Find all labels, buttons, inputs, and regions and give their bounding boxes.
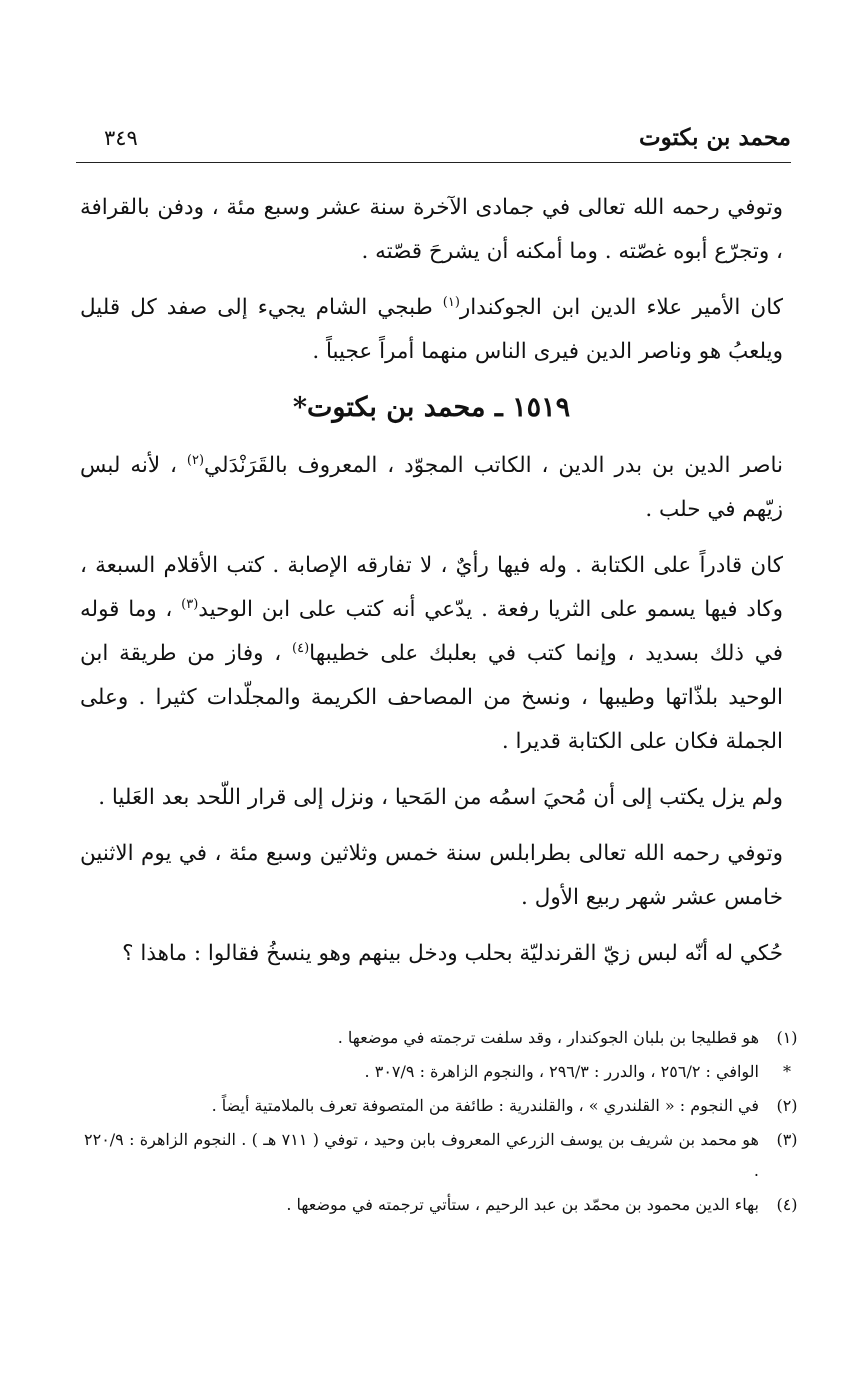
footnote-item xyxy=(84,1056,815,1087)
paragraph-text: ناصر الدين بن بدر الدين ، الكاتب المجوّد ، المعروف بالقَرَنْدَلي xyxy=(204,453,783,478)
paragraph-until-death: ولم يزل يكتب إلى أن مُحيَ اسمُه من المَحيا ، ونزل إلى قرار اللّحد بعد العَليا . xyxy=(98,785,783,810)
entry-heading: ١٥١٩ ـ محمد بن بكتوت* xyxy=(292,392,571,423)
footnote-item xyxy=(84,1124,815,1186)
footnote-item xyxy=(84,1022,815,1053)
paragraph-text: طبجي الشام يجيء إلى صفد كل قليل ويلعبُ هو وناصر الدين فيرى الناس منهما أمراً عجيباً . xyxy=(80,295,783,364)
footnote-text: في النجوم : « القلندري » ، والقلندرية : طائفة من المتصوفة تعرف بالملامتية أيضاً . xyxy=(211,1096,759,1115)
footnote-ref-3: (٣) xyxy=(181,596,199,612)
paragraph-alaa-al-din xyxy=(80,286,783,374)
footnote-mark: * xyxy=(783,1062,791,1081)
footnote-item xyxy=(84,1090,815,1121)
footnote-ref-4: (٤) xyxy=(292,640,310,656)
footnote-mark: (٢) xyxy=(776,1096,798,1115)
footnote-text: بهاء الدين محمود بن محمّد بن عبد الرحيم ، ستأتي ترجمته في موضعها . xyxy=(286,1195,759,1214)
paragraph-text: كان قادراً على الكتابة . وله فيها رأيٌ ، لا تفارقه الإصابة . كتب الأقلام السبعة ، وكاد فيها يسمو على الثريا رفعة . يدّعي أنه كتب على ابن الوحيد xyxy=(80,553,783,622)
paragraph-text: ، لأنه لبس زيّهم في حلب . xyxy=(80,453,783,522)
footnotes xyxy=(84,1022,815,1223)
paragraph-text: ، وفاز من طريقة ابن الوحيد بلذّاتها وطيبها ، ونسخ من المصاحف الكريمة والمجلّدات كثيرا . وعلى الجملة فكان على الكتابة قديرا . xyxy=(80,641,783,754)
footnote-text: الوافي : ٢٥٦/٢ ، والدرر : ٢٩٦/٣ ، والنجوم الزاهرة : ٣٠٧/٩ . xyxy=(364,1062,759,1081)
paragraph-death-previous: وتوفي رحمه الله تعالى في جمادى الآخرة سنة عشر وسبع مئة ، ودفن بالقرافة ، وتجرّع أبوه غصّته . وما أمكنه أن يشرحَ قصّته . xyxy=(80,195,783,264)
paragraph-calligraphy xyxy=(80,544,783,764)
paragraph-intro xyxy=(80,444,783,532)
footnote-mark: (٣) xyxy=(776,1130,798,1149)
footnote-item xyxy=(84,1189,815,1220)
footnote-ref-1: (١) xyxy=(442,294,460,310)
running-header xyxy=(76,122,791,163)
paragraph-death-date: وتوفي رحمه الله تعالى بطرابلس سنة خمس وثلاثين وسبع مئة ، في يوم الاثنين خامس عشر شهر ربيع الأول . xyxy=(80,841,783,910)
footnote-ref-2: (٢) xyxy=(186,452,205,468)
paragraph-anecdote: حُكي له أنّه لبس زيّ القرندليّة بحلب ودخل بينهم وهو ينسخُ فقالوا : ماهذا ؟ xyxy=(122,941,783,966)
paragraph-text: ، وما قوله في ذلك بسديد ، وإنما كتب في بعلبك على خطيبها xyxy=(80,597,783,666)
page-number: ٣٤٩ xyxy=(104,126,138,150)
running-title: محمد بن بكتوت xyxy=(638,124,791,151)
footnote-mark: (١) xyxy=(776,1028,798,1047)
paragraph-text: كان الأمير علاء الدين ابن الجوكندار xyxy=(459,295,783,320)
footnote-mark: (٤) xyxy=(776,1195,798,1214)
footnote-text: هو قطليجا بن بلبان الجوكندار ، وقد سلفت ترجمته في موضعها . xyxy=(337,1028,759,1047)
main-text xyxy=(80,186,783,988)
footnote-text: هو محمد بن شريف بن يوسف الزرعي المعروف بابن وحيد ، توفي ( ٧١١ هـ ) . النجوم الزاهرة : ٢٢٠/٩ . xyxy=(84,1130,759,1180)
